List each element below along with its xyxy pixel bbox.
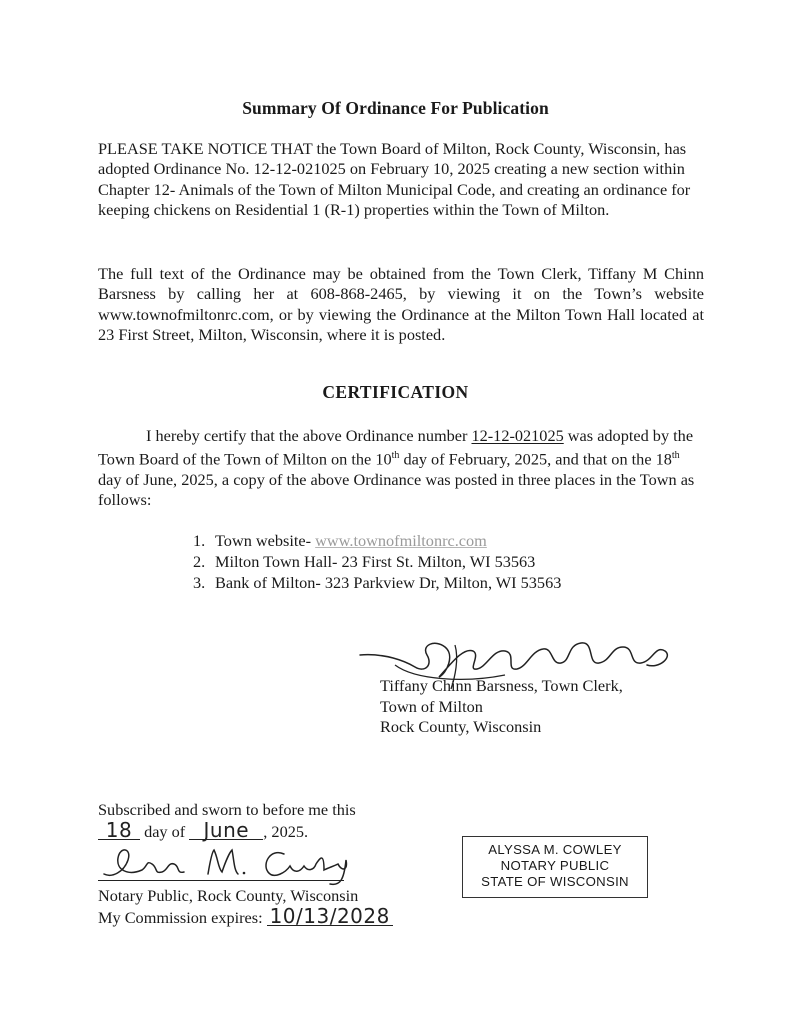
cert-text-end: day of June, 2025, a copy of the above Ordinance was posted in three places in the Town as follows: (98, 470, 695, 510)
list-item (193, 551, 561, 572)
notary-title: Notary Public, Rock County, Wisconsin (98, 886, 359, 905)
document-title: Summary Of Ordinance For Publication (242, 98, 549, 118)
posting-places-list (193, 530, 561, 593)
cert-text-adopted: was adopted by the Town Board of the Town of Milton on the 10 (98, 426, 694, 469)
list-item-label: Milton Town Hall- 23 First St. Milton, WI 53563 (215, 552, 536, 571)
clerk-county: Rock County, Wisconsin (380, 717, 542, 736)
notary-signature-line (98, 880, 344, 881)
sworn-statement: Subscribed and sworn to before me this (98, 800, 356, 819)
notary-stamp (462, 836, 648, 898)
list-number: 1. (193, 531, 206, 550)
list-item (193, 530, 561, 551)
commission-line (98, 903, 478, 929)
list-number: 2. (193, 552, 206, 571)
sworn-date-line (98, 817, 478, 843)
certification-heading: CERTIFICATION (322, 382, 469, 402)
notary-block (98, 800, 478, 928)
list-item-label: Bank of Milton- 323 Parkview Dr, Milton, WI 53563 (215, 573, 562, 592)
commission-label: My Commission expires: (98, 907, 267, 927)
ordinal-suffix-1: th (391, 450, 400, 462)
stamp-title: NOTARY PUBLIC (500, 858, 610, 873)
sworn-year: , 2025. (263, 821, 309, 841)
list-item-label: Town website- (215, 531, 316, 550)
ordinal-suffix-2: th (671, 450, 680, 462)
list-number: 3. (193, 573, 206, 592)
commission-date: 10/13/2028 (267, 907, 393, 926)
full-text-paragraph: The full text of the Ordinance may be obtained from the Town Clerk, Tiffany M Chinn Barsness by calling her at 608-868-2465, by viewing it on the Town’s website www.townofmiltonrc.com, or by viewing the Ordinance at the Milton Town Hall located at 23 First Street, Milton, Wisconsin, where it is posted. (98, 264, 704, 344)
cert-text-start: I hereby certify that the above Ordinance number (146, 426, 472, 445)
stamp-state: STATE OF WISCONSIN (481, 874, 629, 889)
certification-paragraph (98, 426, 704, 511)
sworn-month: June (189, 821, 263, 840)
cert-text-mid: day of February, 2025, and that on the 18 (399, 449, 672, 469)
clerk-town: Town of Milton (380, 696, 483, 716)
day-of-label: day of (140, 821, 190, 841)
list-item (193, 572, 561, 593)
town-website-link[interactable]: www.townofmiltonrc.com (315, 531, 487, 550)
sworn-day: 18 (98, 821, 140, 840)
clerk-name-title: Tiffany Chinn Barsness, Town Clerk, (380, 676, 623, 695)
stamp-name: ALYSSA M. COWLEY (488, 842, 622, 857)
clerk-signature-block (380, 676, 623, 738)
ordinance-number: 12-12-021025 (471, 426, 564, 445)
notice-paragraph: PLEASE TAKE NOTICE THAT the Town Board of Milton, Rock County, Wisconsin, has adopted Ordinance No. 12-12-021025 on February 10, 2025 creating a new section within Chapter 12- Animals of the Town of Milton Municipal Code, and creating an ordinance for keeping chickens on Residential 1 (R-1) properties within the Town of Milton. (98, 139, 691, 219)
